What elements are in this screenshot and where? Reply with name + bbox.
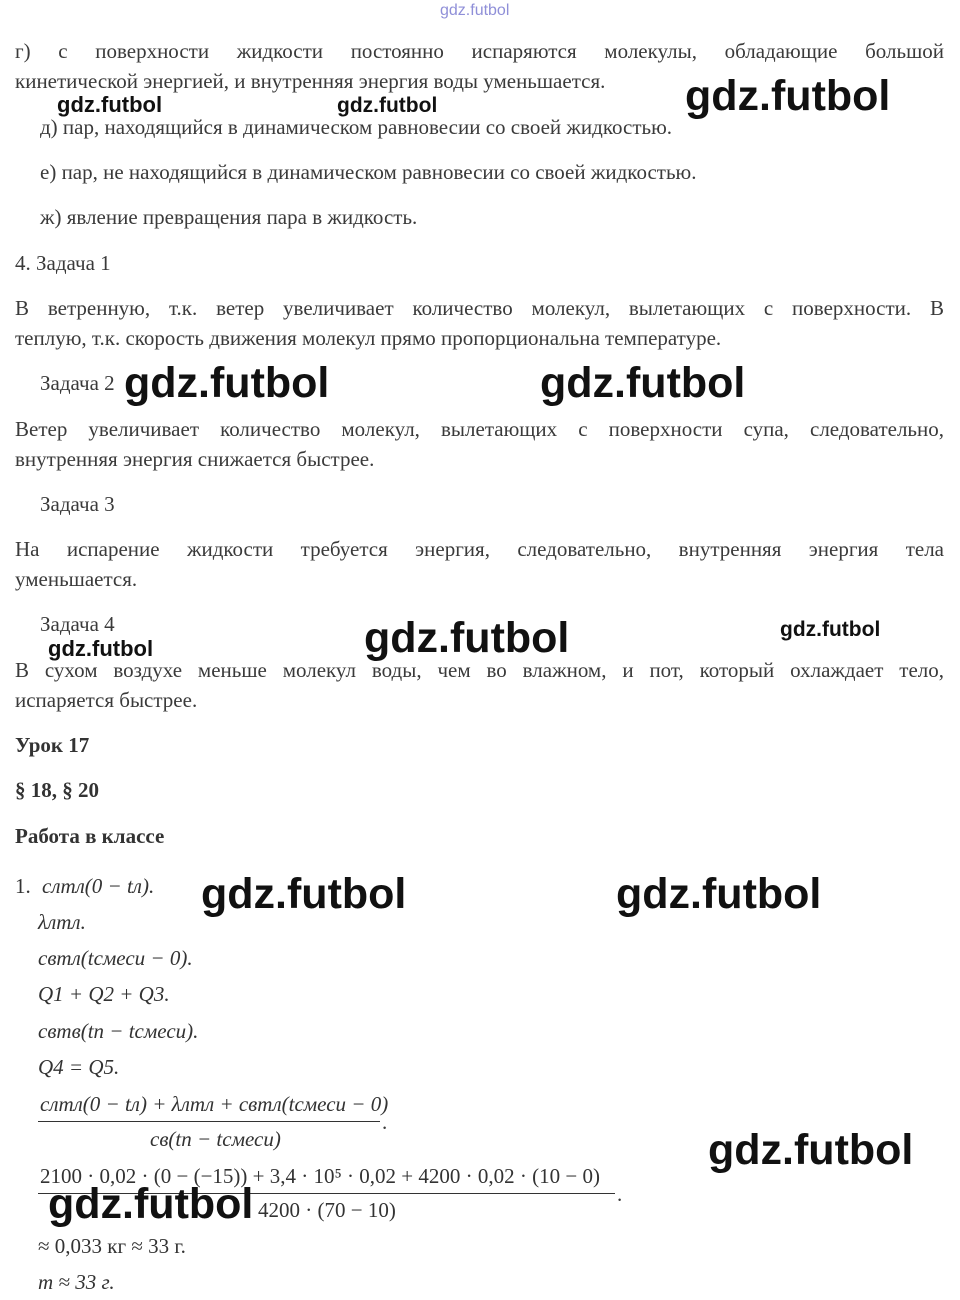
formula-4: Q1 + Q2 + Q3.	[38, 982, 170, 1006]
fraction-1-bar	[38, 1121, 380, 1122]
classwork-heading: Работа в классе	[15, 824, 165, 848]
formula-3: cвmл(tсмеси − 0).	[38, 946, 193, 970]
answer-3-line1: На испарение жидкости требуется энергия, следовательно, внутренняя энергия тела	[15, 537, 944, 561]
fraction-2-period: .	[617, 1182, 623, 1206]
top-watermark: gdz.futbol	[440, 2, 510, 19]
item-e: е) пар, не находящийся в динамическом равновесии со своей жидкостью.	[40, 160, 697, 184]
fraction-1-numerator: cлmл(0 − tл) + λлmл + cвmл(tсмеси − 0)	[40, 1092, 389, 1116]
result-approx-2: m ≈ 33 г.	[38, 1270, 115, 1294]
answer-4-line1: В сухом воздухе меньше молекул воды, чем во влажном, и пот, который охлаждает тело,	[15, 658, 944, 682]
fraction-1-period: .	[382, 1110, 388, 1134]
watermark: gdz.futbol	[124, 359, 330, 407]
result-approx-1: ≈ 0,033 кг ≈ 33 г.	[38, 1234, 186, 1258]
watermark: gdz.futbol	[48, 1180, 254, 1228]
fraction-1-denominator: cв(tп − tсмеси)	[150, 1127, 281, 1151]
watermark: gdz.futbol	[708, 1126, 914, 1174]
formula-5: cвmв(tп − tсмеси).	[38, 1019, 199, 1043]
watermark: gdz.futbol	[57, 92, 163, 117]
formula-1: cлmл(0 − tл).	[42, 874, 155, 898]
answer-1-line2: теплую, т.к. скорость движения молекул прямо пропорциональна температуре.	[15, 326, 722, 350]
fraction-2-numerator: 2100 · 0,02 · (0 − (−15)) + 3,4 · 10⁵ · 0,02 + 4200 · 0,02 · (10 − 0)	[40, 1164, 600, 1188]
formula-2: λлmл.	[38, 910, 86, 934]
watermark: gdz.futbol	[364, 614, 570, 662]
formula-6: Q4 = Q5.	[38, 1055, 120, 1079]
item-g-line2: кинетической энергией, и внутренняя энергия воды уменьшается.	[15, 69, 606, 93]
paragraphs-heading: § 18, § 20	[15, 778, 99, 802]
task-3-heading: Задача 3	[40, 492, 115, 516]
watermark: gdz.futbol	[780, 618, 881, 641]
answer-2-line1: Ветер увеличивает количество молекул, вылетающих с поверхности супа, следовательно,	[15, 417, 944, 441]
task-4-heading: Задача 4	[40, 612, 115, 636]
watermark: gdz.futbol	[48, 636, 154, 661]
answer-1-line1: В ветренную, т.к. ветер увеличивает количество молекул, вылетающих с поверхности. В	[15, 296, 944, 320]
watermark: gdz.futbol	[540, 359, 746, 407]
answer-4-line2: испаряется быстрее.	[15, 688, 198, 712]
item-g-line1: г) с поверхности жидкости постоянно испаряются молекулы, обладающие большой	[15, 39, 944, 63]
item-d: д) пар, находящийся в динамическом равновесии со своей жидкостью.	[40, 115, 673, 139]
watermark: gdz.futbol	[616, 870, 822, 918]
task-2-heading: Задача 2	[40, 371, 115, 395]
watermark: gdz.futbol	[337, 94, 438, 117]
task-4-1-heading: 4. Задача 1	[15, 251, 111, 275]
lesson-heading: Урок 17	[15, 733, 90, 757]
answer-2-line2: внутренняя энергия снижается быстрее.	[15, 447, 375, 471]
item-number: 1.	[15, 874, 31, 898]
watermark: gdz.futbol	[201, 870, 407, 918]
fraction-2-denominator: 4200 · (70 − 10)	[258, 1198, 396, 1222]
item-zh: ж) явление превращения пара в жидкость.	[40, 205, 418, 229]
watermark: gdz.futbol	[685, 72, 891, 120]
answer-3-line2: уменьшается.	[15, 567, 138, 591]
